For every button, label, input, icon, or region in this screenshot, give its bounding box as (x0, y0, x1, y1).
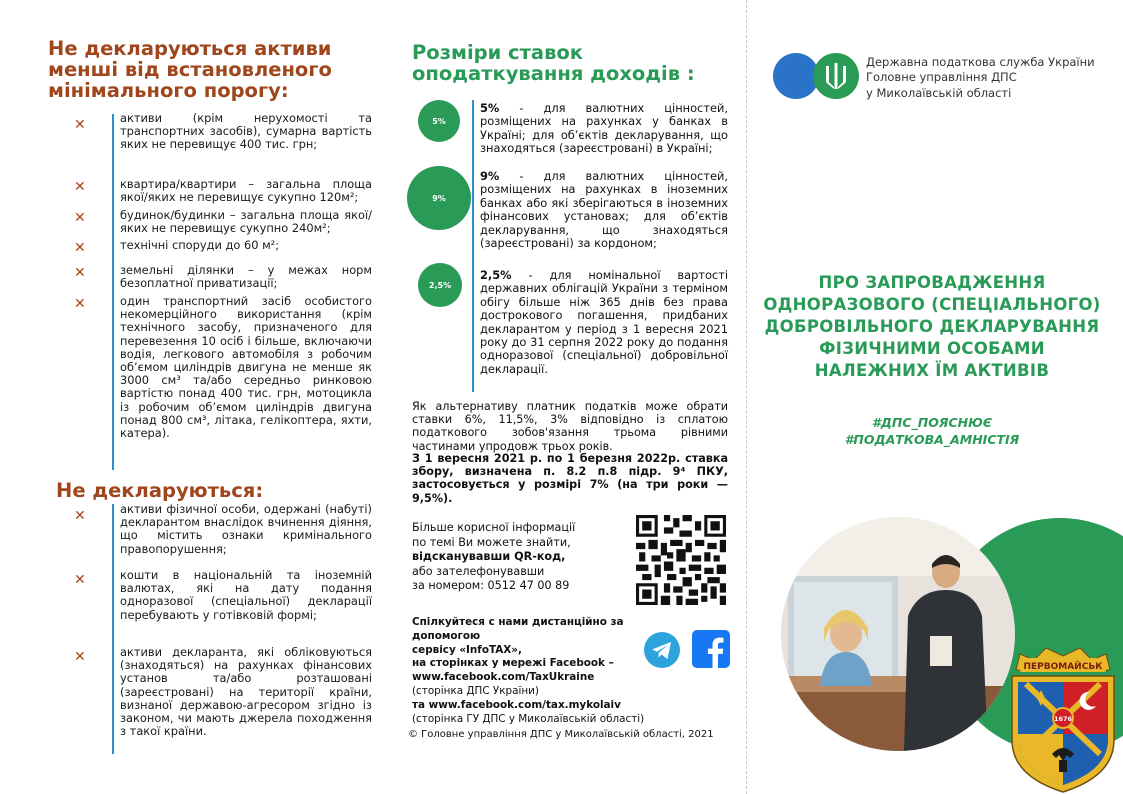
title-line: ДОБРОВІЛЬНОГО ДЕКЛАРУВАННЯ (764, 317, 1100, 336)
rate-percent: 9% (480, 169, 500, 183)
alternative-rates-text: Як альтернативу платник податків може обрати ставки 6%, 11,5%, 3% відповідно із сплатою податкового зобов'язання трьома рівними частинами упродовж трьох років. (412, 400, 728, 453)
facebook-icon[interactable] (692, 630, 730, 668)
hashtags (762, 414, 1102, 448)
dps-logo (772, 52, 862, 100)
list-item-text: будинок/будинки – загальна площа якої/яких не перевищує сукупно 240м²; (120, 208, 372, 236)
fee-note: З 1 вересня 2021 р. по 1 березня 2022р. ставка збору, визначена п. 8.2 п.8 підр. 9⁴ ПКУ, застосовується у розмірі 7% (на три роки —9,5%). (412, 452, 728, 505)
list-item-text: активи фізичної особи, одержані (набуті) декларантом внаслідок вчинення діяння, що містить ознаки кримінального правопорушення; (120, 502, 372, 556)
x-mark-icon: ✕ (74, 265, 86, 281)
list-item-text: земельні ділянки – у межах норм безоплатної приватизації; (120, 263, 372, 291)
brochure-title (762, 272, 1102, 382)
rate-description: - для валютних цінностей, розміщених на рахунках у банках в Україні; для об’єктів декларування, що знаходяться (зареєстровані) в Україні; (480, 101, 728, 156)
hashtag-link[interactable]: #ПОДАТКОВА_АМНІСТІЯ (844, 432, 1020, 447)
x-mark-icon: ✕ (74, 649, 86, 665)
heading-tax-rates (412, 42, 695, 84)
list-item-text: технічні споруди до 60 м²; (120, 238, 280, 252)
org-line: Державна податкова служба України (866, 55, 1095, 69)
contact-line: (сторінка ГУ ДПС у Миколаївській області) (412, 712, 645, 725)
city-emblem (1006, 644, 1120, 794)
rate-percent: 5% (480, 101, 500, 115)
title-line: ФІЗИЧНИМИ ОСОБАМИ (819, 339, 1045, 358)
heading-line: Не декларуються активи (48, 37, 332, 60)
rate-badge: 5% (418, 100, 460, 142)
heading-line: Розміри ставок (412, 41, 584, 64)
rates-rule (472, 100, 474, 392)
facebook-link-mykolaiv[interactable]: та www.facebook.com/tax.mykolaiv (412, 698, 621, 711)
x-mark-icon: ✕ (74, 210, 86, 226)
heading-line: менші від встановленого (48, 58, 332, 82)
title-line: ПРО ЗАПРОВАДЖЕННЯ (818, 273, 1046, 292)
title-line: НАЛЕЖНИХ ЇМ АКТИВІВ (814, 361, 1050, 380)
rate-percent: 2,5% (480, 268, 512, 282)
list-item-text: кошти в національній та іноземній валютах, які на дату подання одноразової (спеціальної) декларації перебувають у готівковій формі; (120, 568, 372, 622)
org-line: Головне управління ДПС (866, 70, 1017, 85)
emblem-year: 1676 (1053, 715, 1073, 723)
x-mark-icon: ✕ (74, 240, 86, 256)
hashtag-link[interactable]: #ДПС_ПОЯСНЮЄ (872, 415, 992, 430)
heading-not-declared-threshold (48, 38, 332, 101)
contact-line: Спілкуйтеся с нами дистанційно за допомогою (412, 616, 624, 642)
contact-line: (сторінка ДПС України) (412, 684, 539, 697)
info-line: Більше корисної інформації (412, 521, 576, 534)
rate-2-5 (480, 269, 728, 376)
title-line: ОДНОРАЗОВОГО (СПЕЦІАЛЬНОГО) (763, 295, 1101, 314)
info-line: відсканувавши QR-код, (412, 550, 566, 564)
rate-9 (480, 170, 728, 250)
list-item-text: один транспортний засіб особистого некомерційного використання (крім технічного засобу, призначеного для перевезення 10 осіб і більше, включаючи водія, легкового автомобіля з робочим об’ємом циліндрів двигуна не менше як 3000 см³ та/або середньо ринковою вартістю понад 400 тис. грн, мотоцикла із робочим об’ємом циліндрів двигуна понад 800 см³, літака, гелікоптера, яхти, катера). (120, 294, 372, 441)
phone-number: за номером: 0512 47 00 89 (412, 579, 570, 593)
x-mark-icon: ✕ (74, 117, 86, 133)
organization-name (866, 55, 1095, 101)
fold-line (746, 0, 747, 794)
info-line: по темі Ви можете знайти, (412, 535, 571, 549)
list-rule-2 (112, 504, 114, 754)
list-item-text: активи декларанта, які обліковуються (знаходяться) на рахунках фінансових установ та/або розташовані (зареєстровані) на території країни, визнаної державою-агресором згідно із законом, чи мають джерела походження з такої країни. (120, 645, 372, 739)
contact-line: сервісу «InfoTAX», (412, 643, 522, 656)
rate-badge: 9% (407, 166, 471, 230)
list-item-text: активи (крім нерухомості та транспортних засобів), сумарна вартість яких не перевищує 400 тис. грн; (120, 111, 372, 152)
x-mark-icon: ✕ (74, 179, 86, 195)
rate-description: - для валютних цінностей, розміщених на рахунках в іноземних банках або які зберігаються в іноземних фінансових установах; для об’єктів декларування, що знаходяться (зареєстровані) за кордоном; (480, 169, 728, 251)
rate-5 (480, 102, 728, 156)
copyright: © Головне управління ДПС у Миколаївській області, 2021 (408, 729, 714, 740)
heading-line: оподаткування доходів : (412, 62, 695, 86)
facebook-link-dps[interactable]: www.facebook.com/TaxUkraine (412, 671, 595, 684)
emblem-name: ПЕРВОМАЙСЬК (1023, 662, 1103, 672)
x-mark-icon: ✕ (74, 296, 86, 312)
info-line: або зателефонувавши (412, 564, 545, 578)
x-mark-icon: ✕ (74, 508, 86, 524)
contacts (412, 616, 648, 726)
office-photo (780, 516, 1016, 752)
qr-code[interactable] (636, 515, 726, 605)
list-item-text: квартира/квартири – загальна площа якої/яких не перевищує сукупно 120м²; (120, 177, 372, 205)
heading-line: мінімального порогу: (48, 79, 289, 103)
telegram-icon[interactable] (644, 632, 680, 668)
org-line: у Миколаївській області (866, 85, 1012, 100)
contact-line: на сторінках у мережі Facebook – (412, 657, 614, 670)
rate-description: - для номінальної вартості державних облігацій України з терміном обігу більше ніж 365 днів без права дострокового погашення, придбаних декларантом у період з 1 вересня 2021 року до 31 серпня 2022 року до подання одноразової (спеціальної) добровільної декларації. (480, 268, 728, 376)
x-mark-icon: ✕ (74, 572, 86, 588)
heading-not-declared: Не декларуються: (56, 479, 264, 502)
rate-badge: 2,5% (418, 263, 462, 307)
list-rule-1 (112, 114, 114, 470)
more-info (412, 521, 622, 594)
